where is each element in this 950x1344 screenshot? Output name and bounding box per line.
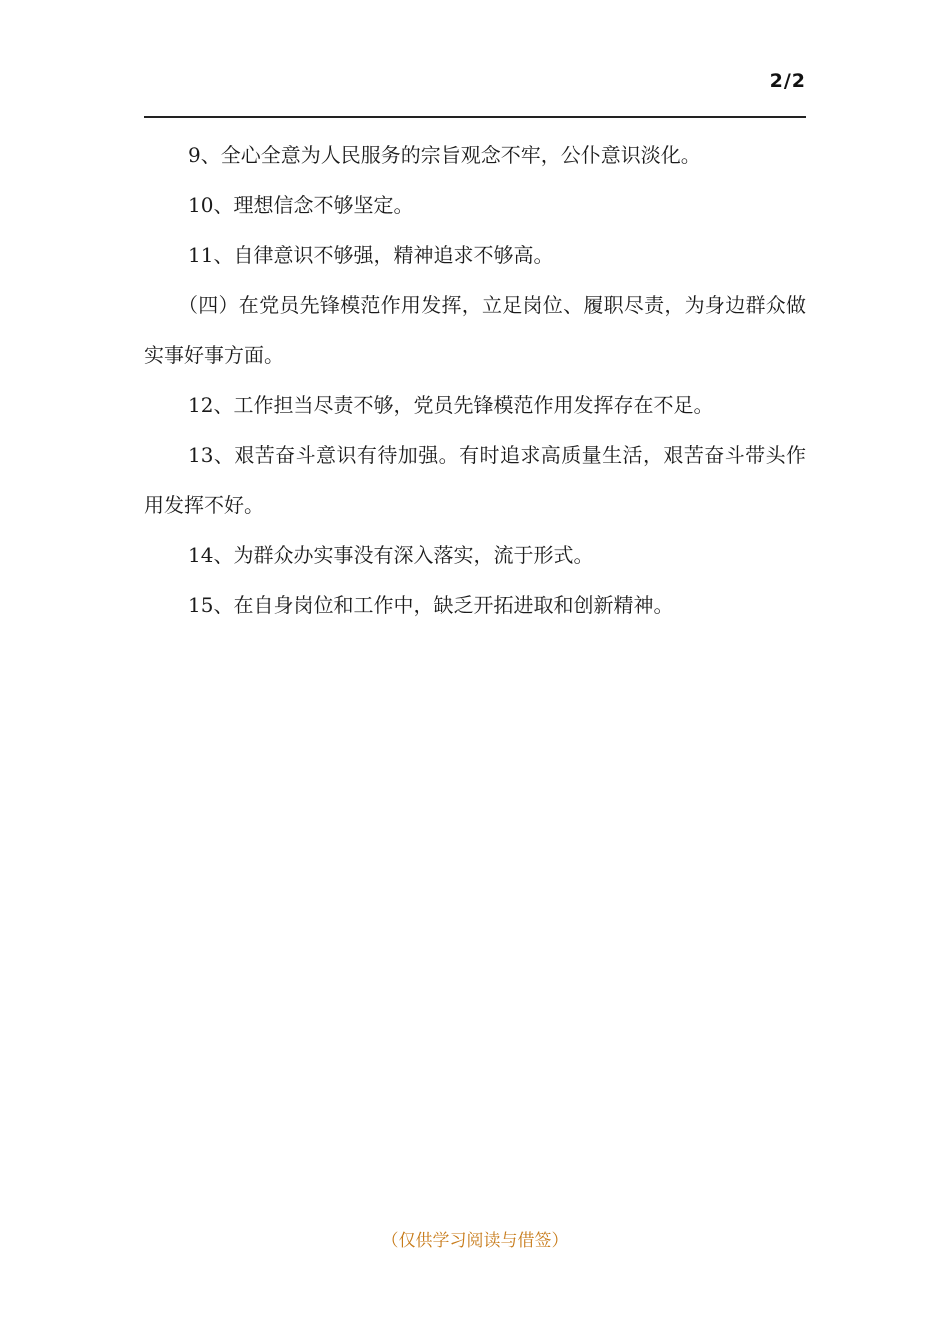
list-item: 11、自律意识不够强，精神追求不够高。 — [188, 243, 554, 267]
list-item: 13、艰苦奋斗意识有待加强。有时追求高质量生活，艰苦奋斗带头作用发挥不好。 — [144, 443, 806, 517]
list-item: 9、全心全意为人民服务的宗旨观念不牢，公仆意识淡化。 — [188, 143, 701, 167]
page-number: 2/2 — [769, 70, 806, 92]
list-item: 12、工作担当尽责不够，党员先锋模范作用发挥存在不足。 — [188, 393, 714, 417]
document-body — [144, 130, 806, 630]
list-item: 10、理想信念不够坚定。 — [188, 193, 414, 217]
page-header — [144, 60, 806, 118]
list-item: 15、在自身岗位和工作中，缺乏开拓进取和创新精神。 — [188, 593, 674, 617]
footer-note: （仅供学习阅读与借签） — [381, 1231, 569, 1251]
section-heading: （四）在党员先锋模范作用发挥，立足岗位、履职尽责，为身边群众做实事好事方面。 — [144, 293, 806, 367]
list-item: 14、为群众办实事没有深入落实，流于形式。 — [188, 543, 594, 567]
